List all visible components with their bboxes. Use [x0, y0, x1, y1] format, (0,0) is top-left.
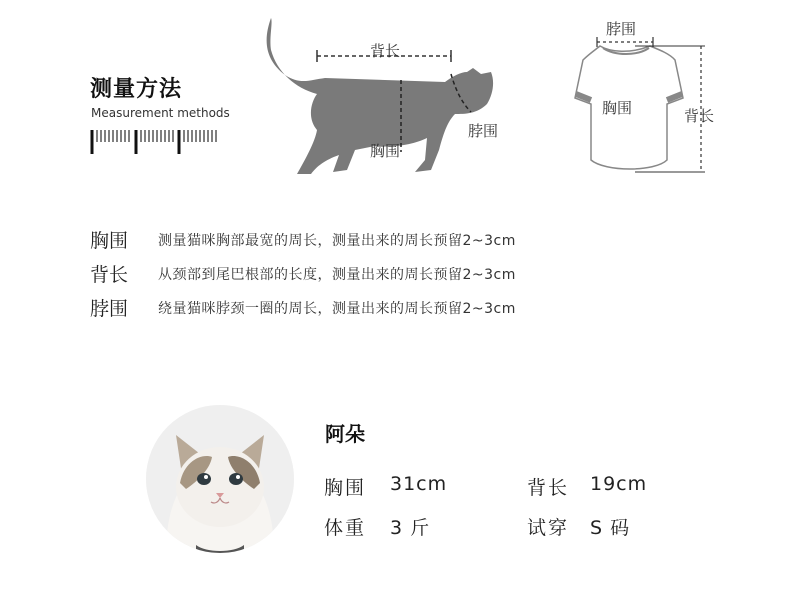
model-name: 阿朵: [325, 422, 365, 446]
cat-chest-label: 胸围: [370, 142, 401, 160]
definition-text: 从颈部到尾巴根部的长度，测量出来的周长预留2~3cm: [158, 267, 516, 283]
shirt-neck-label: 脖围: [606, 20, 637, 38]
definition-text: 测量猫咪胸部最宽的周长，测量出来的周长预留2~3cm: [158, 233, 516, 249]
shirt-chest-label: 胸围: [602, 99, 633, 117]
cat-back-label: 背长: [370, 42, 401, 60]
cat-neck-label: 脖围: [468, 122, 499, 140]
shirt-diagram: [555, 10, 735, 185]
section-title: 测量方法: [90, 77, 183, 102]
definition-term: 胸围: [90, 230, 129, 252]
definition-text: 绕量猫咪脖颈一圈的周长，测量出来的周长预留2~3cm: [158, 301, 516, 317]
definition-term: 背长: [90, 264, 129, 286]
try-on-size-value: S 码: [590, 517, 631, 539]
shirt-back-label: 背长: [684, 107, 715, 125]
chest-value: 31cm: [390, 473, 448, 495]
ruler-icon: [90, 128, 220, 158]
try-on-size-label: 试穿: [527, 517, 570, 539]
weight-label: 体重: [324, 517, 367, 539]
chest-label: 胸围: [324, 477, 367, 499]
section-subtitle: Measurement methods: [91, 106, 230, 120]
cat-avatar: [146, 405, 294, 553]
back-length-value: 19cm: [590, 473, 648, 495]
definition-term: 脖围: [90, 298, 129, 320]
back-length-label: 背长: [527, 477, 570, 499]
weight-value: 3 斤: [390, 517, 431, 539]
